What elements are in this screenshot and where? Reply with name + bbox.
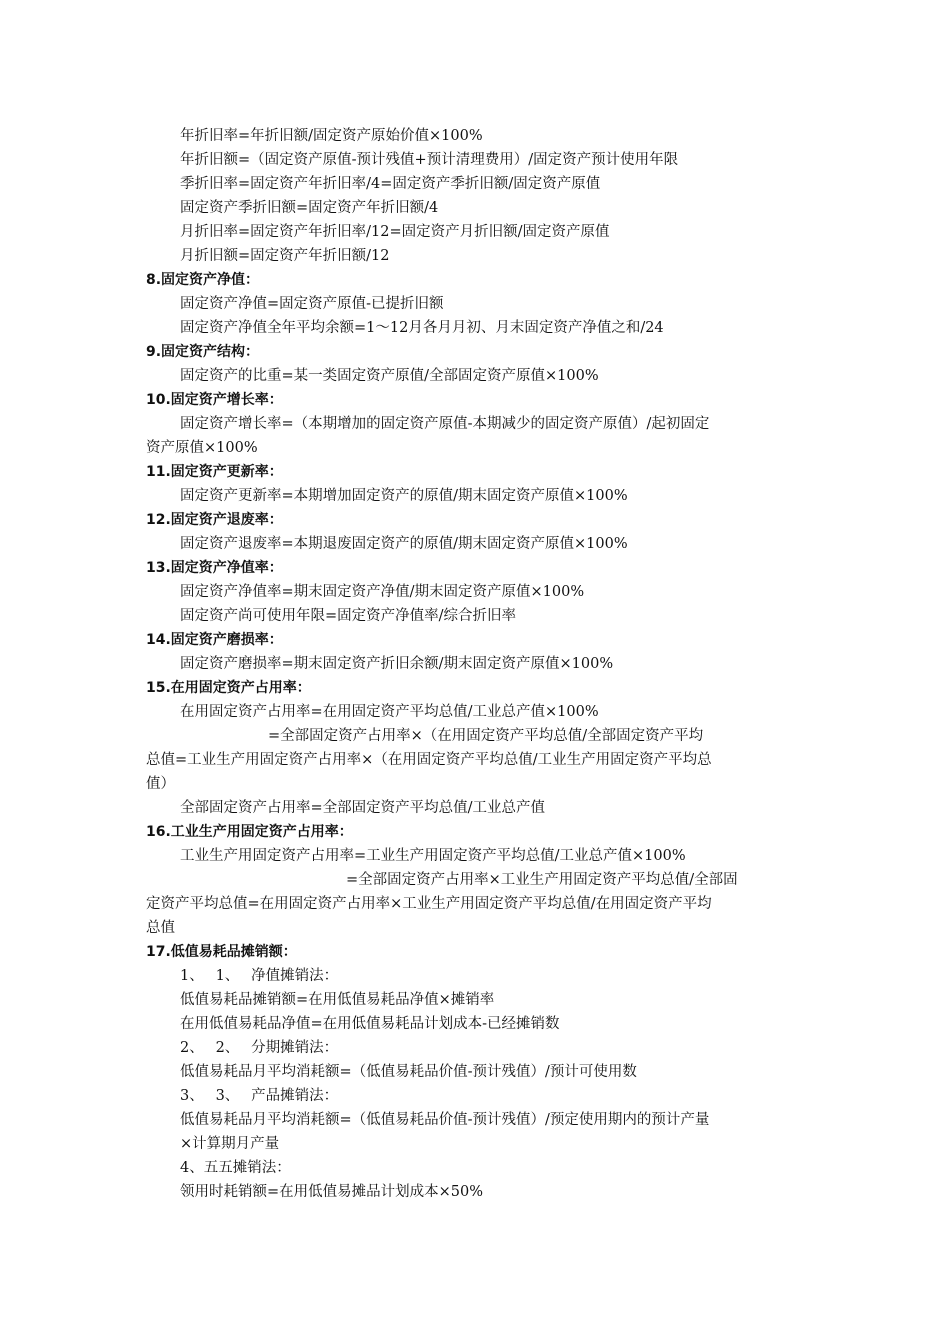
method-heading: 2、 2、 分期摊销法：: [180, 1040, 339, 1056]
section-heading: 13.固定资产净值率：: [146, 560, 283, 576]
formula-line: 固定资产增长率=（本期增加的固定资产原值-本期减少的固定资产原值）/起初固定: [180, 416, 710, 432]
formula-line: 在用固定资产占用率=在用固定资产平均总值/工业总产值×100%: [180, 704, 599, 720]
formula-line: 年折旧率=年折旧额/固定资产原始价值×100%: [180, 128, 483, 144]
formula-line: 低值易耗品月平均消耗额=（低值易耗品价值-预计残值）/预定使用期内的预计产量: [180, 1112, 710, 1128]
formula-line: 月折旧额=固定资产年折旧额/12: [180, 248, 390, 264]
section-heading: 8.固定资产净值：: [146, 272, 260, 288]
formula-line: 固定资产季折旧额=固定资产年折旧额/4: [180, 200, 439, 216]
section-heading: 15.在用固定资产占用率：: [146, 680, 311, 696]
method-heading: 3、 3、 产品摊销法：: [180, 1088, 339, 1104]
formula-line: 全部固定资产占用率=全部固定资产平均总值/工业总产值: [180, 800, 546, 816]
formula-line-continued: 总值: [146, 920, 175, 936]
formula-line: 年折旧额=（固定资产原值-预计残值+预计清理费用）/固定资产预计使用年限: [180, 152, 679, 168]
formula-line: 固定资产退废率=本期退废固定资产的原值/期末固定资产原值×100%: [180, 536, 628, 552]
formula-line: 月折旧率=固定资产年折旧率/12=固定资产月折旧额/固定资产原值: [180, 224, 610, 240]
formula-line: 固定资产的比重=某一类固定资产原值/全部固定资产原值×100%: [180, 368, 599, 384]
formula-line: 工业生产用固定资产占用率=工业生产用固定资产平均总值/工业总产值×100%: [180, 848, 686, 864]
formula-line: 季折旧率=固定资产年折旧率/4=固定资产季折旧额/固定资产原值: [180, 176, 601, 192]
formula-line-continued: ×计算期月产量: [180, 1136, 280, 1152]
formula-line: 固定资产净值全年平均余额=1～12月各月月初、月末固定资产净值之和/24: [180, 320, 664, 336]
formula-line-continued: 定资产平均总值=在用固定资产占用率×工业生产用固定资产平均总值/在用固定资产平均: [146, 896, 712, 912]
section-heading: 11.固定资产更新率：: [146, 464, 283, 480]
formula-line: 固定资产净值=固定资产原值-已提折旧额: [180, 296, 444, 312]
formula-line-continued: 资产原值×100%: [146, 440, 258, 456]
section-heading: 12.固定资产退废率：: [146, 512, 283, 528]
document-body: [146, 124, 806, 1204]
formula-line: 固定资产尚可使用年限=固定资产净值率/综合折旧率: [180, 608, 517, 624]
section-heading: 16.工业生产用固定资产占用率：: [146, 824, 353, 840]
formula-line-continued: 总值=工业生产用固定资产占用率×（在用固定资产平均总值/工业生产用固定资产平均总: [146, 752, 712, 768]
formula-line-continued: 值）: [146, 776, 175, 792]
section-heading: 9.固定资产结构：: [146, 344, 260, 360]
formula-line: =全部固定资产占用率×（在用固定资产平均总值/全部固定资产平均: [268, 728, 704, 744]
formula-line: =全部固定资产占用率×工业生产用固定资产平均总值/全部固: [346, 872, 738, 888]
formula-line: 在用低值易耗品净值=在用低值易耗品计划成本-已经摊销数: [180, 1016, 560, 1032]
formula-line: 固定资产更新率=本期增加固定资产的原值/期末固定资产原值×100%: [180, 488, 628, 504]
section-heading: 17.低值易耗品摊销额：: [146, 944, 297, 960]
section-heading: 14.固定资产磨损率：: [146, 632, 283, 648]
section-heading: 10.固定资产增长率：: [146, 392, 283, 408]
method-heading: 1、 1、 净值摊销法：: [180, 968, 339, 984]
formula-line: 低值易耗品摊销额=在用低值易耗品净值×摊销率: [180, 992, 495, 1008]
formula-line: 固定资产净值率=期末固定资产净值/期末固定资产原值×100%: [180, 584, 585, 600]
formula-line: 领用时耗销额=在用低值易摊品计划成本×50%: [180, 1184, 484, 1200]
formula-line: 低值易耗品月平均消耗额=（低值易耗品价值-预计残值）/预计可使用数: [180, 1064, 637, 1080]
method-heading: 4、五五摊销法：: [180, 1160, 291, 1176]
formula-line: 固定资产磨损率=期末固定资产折旧余额/期末固定资产原值×100%: [180, 656, 614, 672]
